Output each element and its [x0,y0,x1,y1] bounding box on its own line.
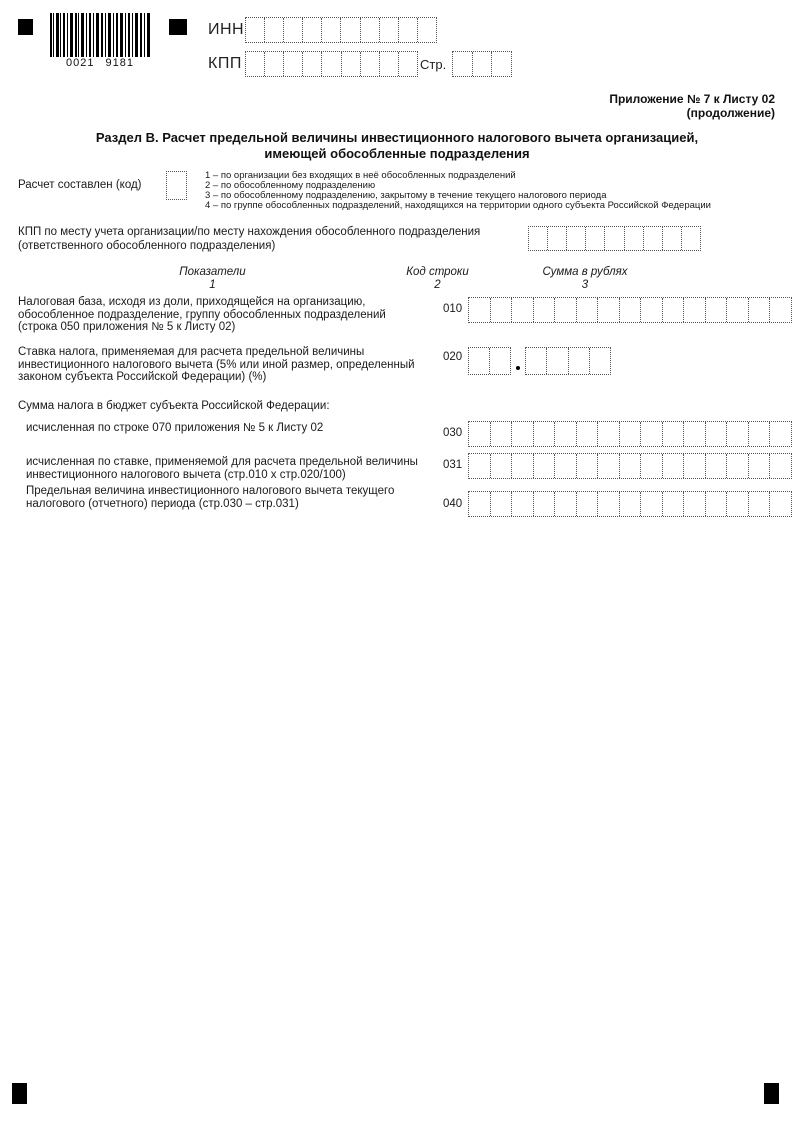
input-cell[interactable] [469,492,490,516]
input-cell[interactable] [302,18,321,42]
row-040-text [26,485,394,510]
column-header-amount-label: Сумма в рублях [542,266,628,278]
calc-code-label: Расчет составлен (код) [18,179,142,191]
input-cell[interactable] [246,52,264,76]
input-cell[interactable] [597,454,619,478]
input-cell[interactable] [321,18,340,42]
kpp-location-label [18,226,480,254]
input-cell[interactable] [705,422,727,446]
row-020-decimal-point [516,366,520,370]
row-020-integer-field[interactable] [468,347,511,375]
input-cell[interactable] [360,18,379,42]
input-cell[interactable] [469,348,489,374]
input-cell[interactable] [398,18,417,42]
row-010-text [18,296,386,334]
input-cell[interactable] [264,52,283,76]
input-cell[interactable] [533,422,555,446]
column-header-line-code-label: Код строки [406,266,469,278]
inn-label: ИНН [208,21,245,38]
appendix-header [609,93,775,120]
row-040-code: 040 [443,498,463,510]
calc-code-option-1: 1 – по организации без входящих в неё обособленных подразделений [205,170,516,181]
input-cell[interactable] [526,348,546,374]
input-cell[interactable] [167,172,186,199]
input-cell[interactable] [769,298,791,322]
input-cell[interactable] [705,492,727,516]
row-031-line2: инвестиционного налогового вычета (стр.010 х стр.020/100) [26,468,346,481]
input-cell[interactable] [360,52,379,76]
kpp-field[interactable] [245,51,418,77]
input-cell[interactable] [619,298,641,322]
row-020-fraction-field[interactable] [525,347,611,375]
input-cell[interactable] [321,52,340,76]
row-040-line1: Предельная величина инвестиционного налогового вычета текущего [26,485,395,497]
input-cell[interactable] [554,298,576,322]
row-010-line1: Налоговая база, исходя из доли, приходящейся на организацию, [18,296,366,308]
input-cell[interactable] [246,18,264,42]
input-cell[interactable] [554,422,576,446]
input-cell[interactable] [529,227,547,250]
input-cell[interactable] [379,52,398,76]
input-cell[interactable] [640,422,662,446]
input-cell[interactable] [490,492,512,516]
input-cell[interactable] [662,454,684,478]
column-header-indicators-label: Показатели [179,266,246,278]
barcode-digits: 0021 9181 [66,57,134,69]
input-cell[interactable] [533,454,555,478]
input-cell[interactable] [283,18,302,42]
input-cell[interactable] [619,422,641,446]
row-031-text [26,456,418,481]
input-cell[interactable] [469,422,490,446]
row-040-value-field[interactable] [468,491,792,517]
input-cell[interactable] [546,348,567,374]
input-cell[interactable] [726,422,748,446]
input-cell[interactable] [511,492,533,516]
row-010-line3: (строка 050 приложения № 5 к Листу 02) [18,321,236,334]
input-cell[interactable] [453,52,472,76]
input-cell[interactable] [417,18,436,42]
input-cell[interactable] [624,227,643,250]
column-header-line-code-number: 2 [434,279,441,291]
input-cell[interactable] [640,298,662,322]
kpp-location-field[interactable] [528,226,701,251]
row-031-line1: исчисленная по ставке, применяемой для расчета предельной величины [26,456,418,468]
input-cell[interactable] [604,227,623,250]
input-cell[interactable] [619,454,641,478]
input-cell[interactable] [511,454,533,478]
input-cell[interactable] [683,422,705,446]
kpp-location-line2: (ответственного обособленного подразделения) [18,239,276,252]
input-cell[interactable] [683,454,705,478]
row-020-line1: Ставка налога, применяемая для расчета предельной величины [18,346,365,358]
input-cell[interactable] [769,492,791,516]
inn-field[interactable] [245,17,437,43]
form-barcode [50,13,150,57]
input-cell[interactable] [554,492,576,516]
page-number-label: Стр. [420,57,447,72]
input-cell[interactable] [283,52,302,76]
input-cell[interactable] [547,227,566,250]
input-cell[interactable] [533,298,555,322]
section-heading-line2: имеющей обособленные подразделения [264,145,530,161]
tax-amount-section-title: Сумма налога в бюджет субъекта Российской Федерации: [18,400,330,412]
input-cell[interactable] [683,298,705,322]
input-cell[interactable] [597,492,619,516]
input-cell[interactable] [748,298,770,322]
row-020-line3: законом субъекта Российской Федерации) (%) [18,371,267,384]
input-cell[interactable] [589,348,610,374]
input-cell[interactable] [490,422,512,446]
corner-mark-bottom-right [764,1083,779,1104]
input-cell[interactable] [340,18,359,42]
input-cell[interactable] [341,52,360,76]
input-cell[interactable] [597,298,619,322]
input-cell[interactable] [748,454,770,478]
row-031-code: 031 [443,459,463,471]
row-010-code: 010 [443,303,463,315]
input-cell[interactable] [640,492,662,516]
calc-code-option-3: 3 – по обособленному подразделению, закрытому в течение текущего налогового периода [205,189,607,201]
corner-mark-top-left [18,19,33,35]
input-cell[interactable] [568,348,589,374]
page-number-field[interactable] [452,51,512,77]
input-cell[interactable] [489,348,510,374]
input-cell[interactable] [662,422,684,446]
calc-code-field[interactable] [166,171,187,200]
input-cell[interactable] [576,422,598,446]
column-header-amount-number: 3 [581,279,589,291]
calc-code-options [205,171,711,211]
input-cell[interactable] [640,454,662,478]
row-040-line2: налогового (отчетного) периода (стр.030 – стр.031) [26,497,299,510]
input-cell[interactable] [469,298,490,322]
calc-code-option-4: 4 – по группе обособленных подразделений, находящихся на территории одного субъекта Российской Федерации [205,199,711,211]
section-heading-line1: Раздел В. Расчет предельной величины инвестиционного налогового вычета организацией, [95,130,699,145]
column-header-line-code [380,266,495,292]
row-030-line1: исчисленная по строке 070 приложения № 5 к Листу 02 [26,422,324,434]
input-cell[interactable] [302,52,321,76]
input-cell[interactable] [576,454,598,478]
input-cell[interactable] [398,52,417,76]
input-cell[interactable] [576,298,598,322]
column-header-amount [515,266,655,292]
input-cell[interactable] [769,422,791,446]
input-cell[interactable] [490,298,512,322]
row-030-value-field[interactable] [468,421,792,447]
input-cell[interactable] [726,454,748,478]
input-cell[interactable] [576,492,598,516]
input-cell[interactable] [469,454,490,478]
row-031-value-field[interactable] [468,453,792,479]
input-cell[interactable] [643,227,662,250]
row-020-line2: инвестиционного налогового вычета (5% или иной размер, определенный [18,358,415,371]
corner-mark-top-second [169,19,187,35]
input-cell[interactable] [705,298,727,322]
row-010-line2: обособленное подразделение, группу обособленных подразделений [18,308,386,321]
input-cell[interactable] [705,454,727,478]
column-header-indicators-number: 1 [209,279,216,291]
input-cell[interactable] [491,52,511,76]
input-cell[interactable] [554,454,576,478]
row-030-text [26,422,323,435]
input-cell[interactable] [511,298,533,322]
appendix-line1: Приложение № 7 к Листу 02 [609,92,775,106]
calc-code-option-2: 2 – по обособленному подразделению [205,179,376,191]
input-cell[interactable] [662,492,684,516]
row-010-value-field[interactable] [468,297,792,323]
input-cell[interactable] [726,492,748,516]
column-header-indicators [140,266,285,292]
input-cell[interactable] [769,454,791,478]
input-cell[interactable] [379,18,398,42]
input-cell[interactable] [472,52,492,76]
corner-mark-bottom-left [12,1083,27,1104]
input-cell[interactable] [490,454,512,478]
appendix-line2: (продолжение) [686,105,775,120]
row-020-code: 020 [443,351,463,363]
input-cell[interactable] [566,227,585,250]
input-cell[interactable] [748,422,770,446]
input-cell[interactable] [533,492,555,516]
section-heading [0,130,794,161]
input-cell[interactable] [619,492,641,516]
input-cell[interactable] [683,492,705,516]
input-cell[interactable] [726,298,748,322]
input-cell[interactable] [662,227,681,250]
kpp-location-line1: КПП по месту учета организации/по месту нахождения обособленного подразделения [18,226,481,238]
input-cell[interactable] [662,298,684,322]
input-cell[interactable] [585,227,604,250]
input-cell[interactable] [748,492,770,516]
input-cell[interactable] [597,422,619,446]
kpp-label: КПП [208,55,242,72]
input-cell[interactable] [264,18,283,42]
row-020-text [18,346,415,384]
input-cell[interactable] [681,227,700,250]
row-030-code: 030 [443,427,463,439]
input-cell[interactable] [511,422,533,446]
